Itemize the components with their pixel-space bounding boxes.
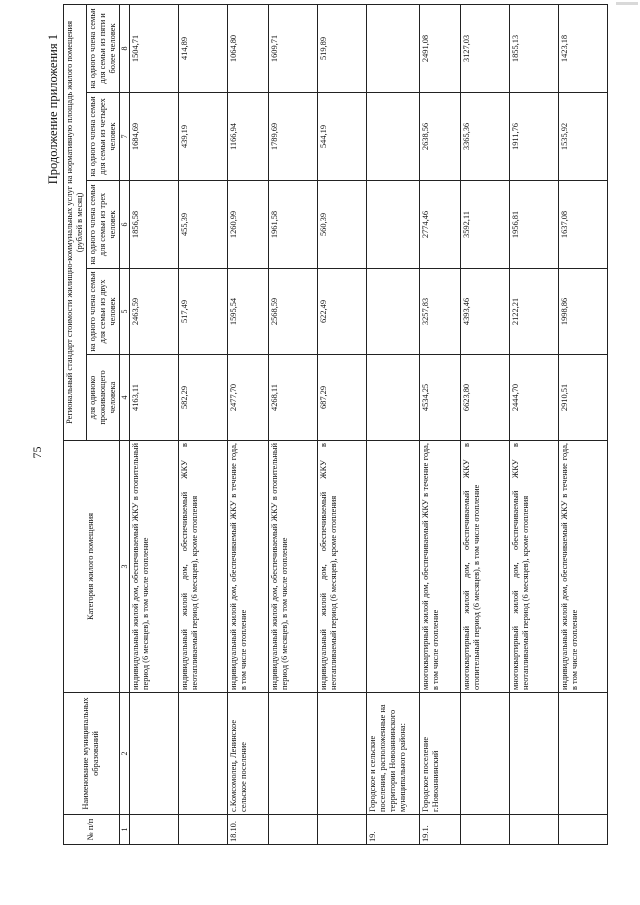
column-number: 4 bbox=[119, 355, 129, 441]
column-number: 5 bbox=[119, 269, 129, 355]
standard-value: 439,19 bbox=[178, 93, 227, 181]
standard-value: 2568,59 bbox=[268, 269, 317, 355]
standard-value: 2491,08 bbox=[419, 4, 460, 92]
standard-value: 2444,70 bbox=[509, 355, 558, 441]
housing-category: многоквартирный жилой дом, обеспечиваемый ЖКУ в отопительный период (6 месяцев), в том числе отопление bbox=[460, 441, 509, 693]
standard-value: 414,89 bbox=[178, 4, 227, 92]
header-col4: для одиноко проживающего человека bbox=[86, 355, 119, 441]
municipality-name: Городское и сельские поселения, расположенные на территории Новоаннинского муниципального района: bbox=[366, 693, 419, 815]
municipality-name: с.Комсомолец, Ленинское сельское поселение bbox=[227, 693, 268, 815]
row-number: 19.1. bbox=[419, 815, 460, 845]
table-row bbox=[509, 4, 558, 844]
standard-value: 1956,81 bbox=[509, 181, 558, 269]
standard-value: 1961,58 bbox=[268, 181, 317, 269]
row-number bbox=[178, 815, 227, 845]
standard-value: 2774,46 bbox=[419, 181, 460, 269]
standard-value: 3257,83 bbox=[419, 269, 460, 355]
table-row bbox=[558, 4, 607, 844]
standard-value bbox=[366, 355, 419, 441]
standard-value: 2638,56 bbox=[419, 93, 460, 181]
housing-category bbox=[366, 441, 419, 693]
standard-value: 1535,92 bbox=[558, 93, 607, 181]
standard-value: 1855,13 bbox=[509, 4, 558, 92]
standard-value: 544,19 bbox=[317, 93, 366, 181]
table-row bbox=[129, 4, 178, 844]
column-number: 3 bbox=[119, 441, 129, 693]
row-number bbox=[129, 815, 178, 845]
standard-value: 1637,08 bbox=[558, 181, 607, 269]
page-number: 75 bbox=[30, 446, 44, 459]
header-col5: на одного члена семьи для семьи из двух человек bbox=[86, 269, 119, 355]
continuation-title: Продолжение приложения 1 bbox=[46, 34, 60, 185]
standard-value: 1856,58 bbox=[129, 181, 178, 269]
housing-category: многоквартирный жилой дом, обеспечиваемый ЖКУ в течение года, в том числе отопление bbox=[419, 441, 460, 693]
row-number bbox=[509, 815, 558, 845]
municipality-name bbox=[317, 693, 366, 815]
standard-value bbox=[366, 4, 419, 92]
standard-value: 2463,59 bbox=[129, 269, 178, 355]
standard-value: 4268,11 bbox=[268, 355, 317, 441]
standard-value: 1609,71 bbox=[268, 4, 317, 92]
column-number: 1 bbox=[119, 815, 129, 845]
standard-value: 1789,69 bbox=[268, 93, 317, 181]
header-category: Категория жилого помещения bbox=[64, 441, 120, 693]
municipality-name bbox=[558, 693, 607, 815]
standard-value: 560,39 bbox=[317, 181, 366, 269]
standard-value: 1595,54 bbox=[227, 269, 268, 355]
standard-value: 1260,99 bbox=[227, 181, 268, 269]
standard-value: 622,49 bbox=[317, 269, 366, 355]
standard-value: 3592,11 bbox=[460, 181, 509, 269]
standard-value: 582,29 bbox=[178, 355, 227, 441]
table-row bbox=[227, 4, 268, 844]
housing-category: индивидуальный жилой дом, обеспечиваемый ЖКУ в неотапливаемый период (6 месяцев), кроме отопления bbox=[317, 441, 366, 693]
standard-value: 3127,03 bbox=[460, 4, 509, 92]
standard-value: 1504,71 bbox=[129, 4, 178, 92]
standard-value: 3365,36 bbox=[460, 93, 509, 181]
table-row bbox=[268, 4, 317, 844]
row-number bbox=[268, 815, 317, 845]
housing-category: индивидуальный жилой дом, обеспечиваемый ЖКУ в течение года, в том числе отопление bbox=[558, 441, 607, 693]
header-col6: на одного члена семьи для семьи из трех человек bbox=[86, 181, 119, 269]
table-row bbox=[460, 4, 509, 844]
standard-value bbox=[366, 181, 419, 269]
standard-value: 4163,11 bbox=[129, 355, 178, 441]
row-number bbox=[460, 815, 509, 845]
standard-value: 1911,76 bbox=[509, 93, 558, 181]
standard-value: 1166,94 bbox=[227, 93, 268, 181]
standard-value: 2122,21 bbox=[509, 269, 558, 355]
standard-value: 1064,80 bbox=[227, 4, 268, 92]
header-name: Наименование муниципальных образований bbox=[64, 693, 120, 815]
housing-category: индивидуальный жилой дом, обеспечиваемый ЖКУ в отопительный период (6 месяцев), в том числе отопление bbox=[129, 441, 178, 693]
standard-value: 517,49 bbox=[178, 269, 227, 355]
row-number: 19. bbox=[366, 815, 419, 845]
standard-value: 1684,69 bbox=[129, 93, 178, 181]
table-row bbox=[419, 4, 460, 844]
table-row bbox=[366, 4, 419, 844]
column-number: 2 bbox=[119, 693, 129, 815]
table-row bbox=[317, 4, 366, 844]
housing-category: многоквартирный жилой дом, обеспечиваемый ЖКУ в неотапливаемый период (6 месяцев), кроме отопления bbox=[509, 441, 558, 693]
standard-value bbox=[366, 269, 419, 355]
standard-value: 519,89 bbox=[317, 4, 366, 92]
housing-category: индивидуальный жилой дом, обеспечиваемый ЖКУ в течение года, в том числе отопление bbox=[227, 441, 268, 693]
housing-category: индивидуальный жилой дом, обеспечиваемый ЖКУ в отопительный период (6 месяцев), в том числе отопление bbox=[268, 441, 317, 693]
header-standard: Региональный стандарт стоимости жилищно-коммунальных услуг на нормативную площадь жилого помещения (рублей в месяц) bbox=[64, 4, 87, 440]
column-number: 7 bbox=[119, 93, 129, 181]
municipality-name bbox=[509, 693, 558, 815]
table-row bbox=[178, 4, 227, 844]
standard-value: 687,29 bbox=[317, 355, 366, 441]
header-num: № п/п bbox=[64, 815, 120, 845]
standard-value: 4534,25 bbox=[419, 355, 460, 441]
standard-value: 455,39 bbox=[178, 181, 227, 269]
standard-value: 1998,86 bbox=[558, 269, 607, 355]
municipality-name: Городское поселение г.Новоаннинский bbox=[419, 693, 460, 815]
housing-category: индивидуальный жилой дом, обеспечиваемый ЖКУ в неотапливаемый период (6 месяцев), кроме отопления bbox=[178, 441, 227, 693]
standard-value bbox=[366, 93, 419, 181]
municipality-name bbox=[460, 693, 509, 815]
column-number-row bbox=[119, 4, 129, 844]
municipality-name bbox=[268, 693, 317, 815]
municipality-name bbox=[178, 693, 227, 815]
standards-table bbox=[63, 4, 608, 845]
header-col7: на одного члена семьи для семьи из четырех человек bbox=[86, 93, 119, 181]
table-body bbox=[119, 4, 607, 844]
standard-value: 2910,51 bbox=[558, 355, 607, 441]
column-number: 6 bbox=[119, 181, 129, 269]
standard-value: 1423,18 bbox=[558, 4, 607, 92]
standard-value: 4393,46 bbox=[460, 269, 509, 355]
header-col8: на одного члена семьи для семьи из пяти и более человек bbox=[86, 4, 119, 92]
row-number bbox=[558, 815, 607, 845]
municipality-name bbox=[129, 693, 178, 815]
standard-value: 2477,70 bbox=[227, 355, 268, 441]
row-number bbox=[317, 815, 366, 845]
standard-value: 6623,80 bbox=[460, 355, 509, 441]
column-number: 8 bbox=[119, 4, 129, 92]
row-number: 18.10. bbox=[227, 815, 268, 845]
